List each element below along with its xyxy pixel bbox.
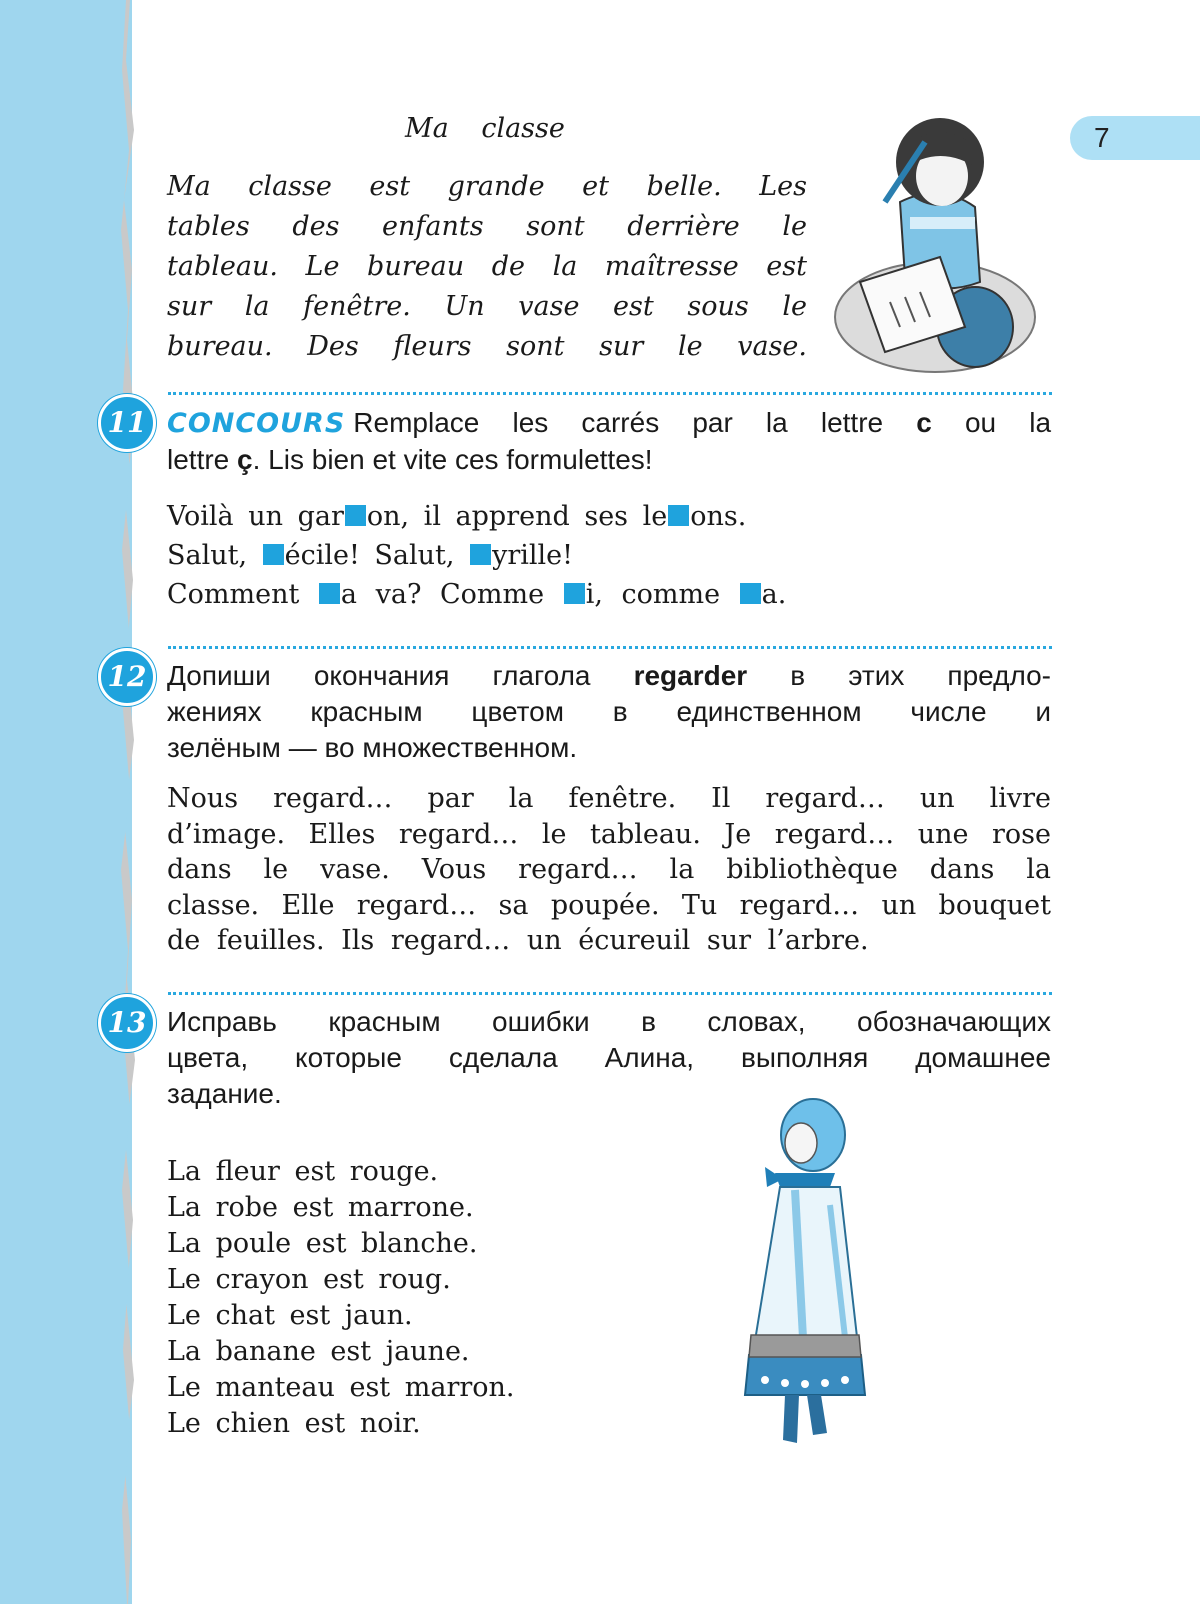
- sentence-line: de feuilles. Ils regard… un écureuil sur l’arbre.: [167, 925, 869, 956]
- instruction-text: в этих предло-: [790, 660, 1052, 691]
- blank-square[interactable]: [263, 544, 284, 565]
- rhyme-fragment: écile! Salut,: [284, 540, 470, 571]
- rhyme-fragment: ons.: [690, 501, 747, 532]
- rhyme-line: [167, 536, 1051, 575]
- rhyme-fragment: a va? Comme: [340, 579, 563, 610]
- list-item: La banane est jaune.: [167, 1336, 470, 1367]
- instruction-text: ou la: [964, 407, 1052, 438]
- blank-square[interactable]: [668, 505, 689, 526]
- concours-label: CONCOURS: [167, 408, 346, 439]
- rhyme-line: [167, 575, 1051, 614]
- instruction-text: Remplace les carrés par la lettre: [353, 407, 884, 438]
- instruction-text: Допиши окончания глагола: [167, 660, 591, 691]
- blank-square[interactable]: [564, 583, 585, 604]
- poem-line: sur la fenêtre. Un vase est sous le: [167, 291, 807, 322]
- instruction-text: Исправь красным ошибки в словах, обозначающих: [167, 1006, 1051, 1037]
- blank-square[interactable]: [740, 583, 761, 604]
- letter-c: c: [916, 407, 932, 438]
- poem-text: [167, 167, 807, 367]
- poem-line: tables des enfants sont derrière le: [167, 211, 807, 242]
- poem-line: bureau. Des fleurs sont sur le vase.: [167, 331, 807, 362]
- girl-in-coat-illustration: [735, 1095, 885, 1455]
- instruction-text: зелёным — во множественном.: [167, 732, 578, 763]
- rhyme-fragment: on, il apprend ses le: [366, 501, 668, 532]
- page-number: 7: [1094, 122, 1110, 153]
- section-divider: [168, 992, 1052, 995]
- exercise-number-badge: 13: [98, 994, 156, 1052]
- page-number-tab: [1070, 116, 1200, 160]
- rhyme-fragment: Salut,: [167, 540, 262, 571]
- section-divider: [168, 646, 1052, 649]
- poem-line: tableau. Le bureau de la maîtresse est: [167, 251, 807, 282]
- exercise-13-instruction: [167, 1004, 1051, 1112]
- list-item: La poule est blanche.: [167, 1228, 478, 1259]
- letter-c-cedilla: ç: [237, 444, 253, 475]
- poem-title: Ma classe: [405, 113, 565, 144]
- rhyme-fragment: Comment: [167, 579, 318, 610]
- girl-writing-illustration: [830, 112, 1040, 374]
- rhyme-fragment: Voilà un gar: [167, 501, 344, 532]
- blank-square[interactable]: [345, 505, 366, 526]
- exercise-13-list: [167, 1154, 514, 1442]
- instruction-text: жениях красным цветом в единственном числе и: [167, 696, 1051, 727]
- list-item: Le chien est noir.: [167, 1408, 421, 1439]
- exercise-11-instruction: [167, 405, 1051, 478]
- exercise-number-badge: 12: [98, 648, 156, 706]
- sentence-line: dans le vase. Vous regard… la bibliothèque dans la: [167, 854, 1051, 885]
- rhyme-fragment: yrille!: [492, 540, 573, 571]
- instruction-text: . Lis bien et vite ces formulettes!: [252, 444, 653, 475]
- exercise-number-badge: 11: [98, 394, 156, 452]
- exercise-12-instruction: [167, 658, 1051, 766]
- list-item: La robe est marrone.: [167, 1192, 474, 1223]
- blank-square[interactable]: [319, 583, 340, 604]
- side-band: [0, 0, 132, 1604]
- sentence-line: classe. Elle regard… sa poupée. Tu regard… un bouquet: [167, 889, 1051, 921]
- instruction-text: цвета, которые сделала Алина, выполняя домашнее: [167, 1042, 1051, 1073]
- section-divider: [168, 392, 1052, 395]
- blank-square[interactable]: [470, 544, 491, 565]
- exercise-11-rhymes: [167, 497, 1051, 614]
- list-item: La fleur est rouge.: [167, 1156, 439, 1187]
- poem-line: Ma classe est grande et belle. Les: [167, 171, 807, 202]
- verb-regarder: regarder: [633, 660, 748, 691]
- instruction-text: задание.: [167, 1078, 282, 1109]
- sentence-line: d’image. Elles regard… le tableau. Je regard… une rose: [167, 818, 1051, 850]
- exercise-12-sentences: [167, 781, 1051, 959]
- list-item: Le manteau est marron.: [167, 1372, 515, 1403]
- rhyme-fragment: i, comme: [585, 579, 739, 610]
- list-item: Le chat est jaun.: [167, 1300, 413, 1331]
- torn-paper-edge: [118, 0, 144, 1604]
- instruction-text: lettre: [167, 444, 230, 475]
- rhyme-line: [167, 497, 1051, 536]
- sentence-line: Nous regard… par la fenêtre. Il regard… un livre: [167, 783, 1051, 814]
- list-item: Le crayon est roug.: [167, 1264, 451, 1295]
- rhyme-fragment: a.: [761, 579, 787, 610]
